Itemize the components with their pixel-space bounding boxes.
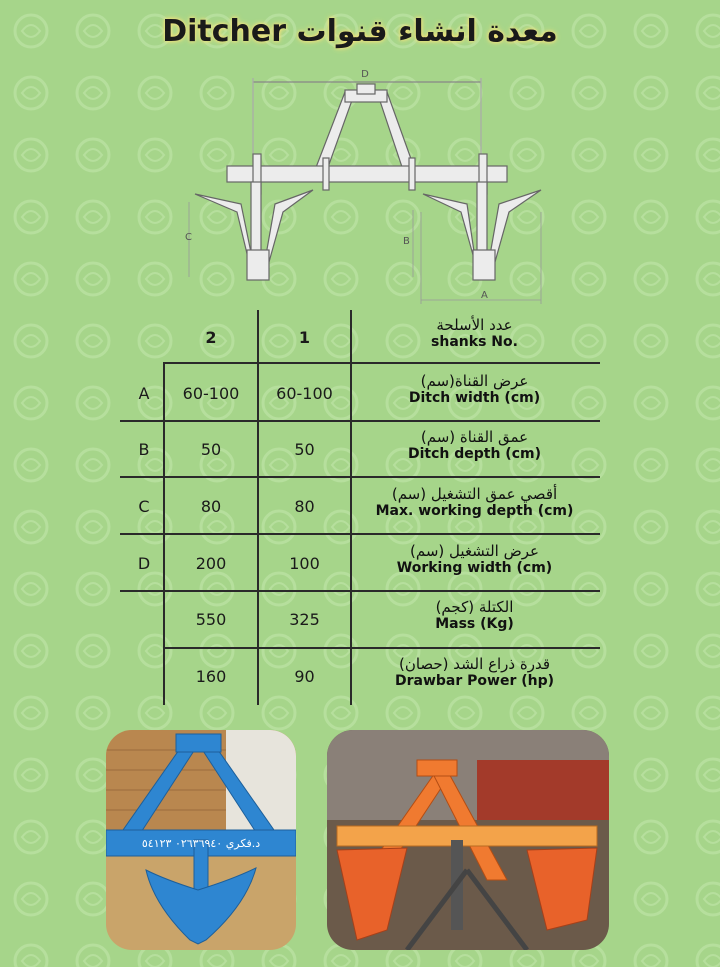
spec-table [120, 310, 600, 705]
row-label-mass [357, 598, 592, 632]
row-key: C [138, 497, 150, 516]
row-key: D [137, 554, 151, 573]
stencil-text: د.فكري ٠٢٦٣٦٩٤٠ ٥٤١٢٣ [141, 837, 261, 850]
row-label-shanks [357, 316, 592, 350]
column-header-1: 1 [298, 328, 311, 347]
ditcher-diagram [185, 62, 545, 307]
value-1-ditch-depth: 50 [294, 440, 315, 459]
row-label-ar: عرض القناة(سم) [420, 372, 529, 390]
dim-label-d: D [361, 69, 369, 80]
table-divider [163, 647, 600, 649]
table-divider [120, 533, 600, 535]
row-label-max-depth [357, 485, 592, 519]
value-2-ditch-depth: 50 [200, 440, 222, 459]
value-2-mass: 550 [195, 610, 227, 629]
value-1-ditch-width: 60-100 [276, 384, 333, 403]
dim-label-b: B [403, 236, 410, 247]
dim-label-a: A [481, 290, 488, 301]
row-label-ar: عمق القناة (سم) [420, 428, 529, 446]
photo-blue-ditcher [106, 730, 296, 950]
table-divider [120, 590, 600, 592]
photo-orange-ditcher [327, 730, 609, 950]
table-divider [120, 420, 600, 422]
value-2-working-width: 200 [195, 554, 227, 573]
blue-ditcher-image [106, 730, 296, 950]
value-1-mass: 325 [289, 610, 320, 629]
row-label-ar: عدد الأسلحة [436, 316, 513, 334]
table-divider [163, 362, 600, 364]
orange-ditcher-image [327, 730, 609, 950]
column-header-2: 2 [205, 328, 217, 347]
row-label-ar: الكتلة (كجم) [435, 598, 514, 616]
row-label-ditch-width [357, 372, 592, 406]
row-label-drawbar [357, 655, 592, 689]
row-label-working-width [357, 542, 592, 576]
row-label-en: Drawbar Power (hp) [394, 673, 555, 689]
value-2-drawbar: 160 [195, 667, 227, 686]
value-1-max-depth: 80 [294, 497, 315, 516]
value-2-max-depth: 80 [200, 497, 222, 516]
table-divider [350, 310, 352, 705]
row-label-en: Working width (cm) [396, 560, 553, 576]
row-label-en: Mass (Kg) [435, 616, 514, 632]
value-1-drawbar: 90 [294, 667, 315, 686]
row-label-en: Ditch width (cm) [408, 390, 541, 406]
row-label-ditch-depth [357, 428, 592, 462]
row-label-ar: قدرة ذراع الشد (حصان) [398, 655, 551, 673]
row-label-en: shanks No. [431, 334, 518, 350]
value-1-working-width: 100 [289, 554, 320, 573]
dim-label-c: C [185, 232, 192, 243]
row-label-en: Ditch depth (cm) [407, 446, 541, 462]
row-label-ar: أقصي عمق التشغيل (سم) [391, 485, 558, 503]
row-label-ar: عرض التشغيل (سم) [410, 542, 539, 560]
table-divider [120, 476, 600, 478]
row-label-en: Max. working depth (cm) [375, 503, 574, 519]
value-2-ditch-width: 60-100 [182, 384, 240, 403]
page-title: معدة انشاء قنوات Ditcher [162, 14, 558, 49]
row-key: B [138, 440, 150, 459]
row-key: A [138, 384, 150, 403]
